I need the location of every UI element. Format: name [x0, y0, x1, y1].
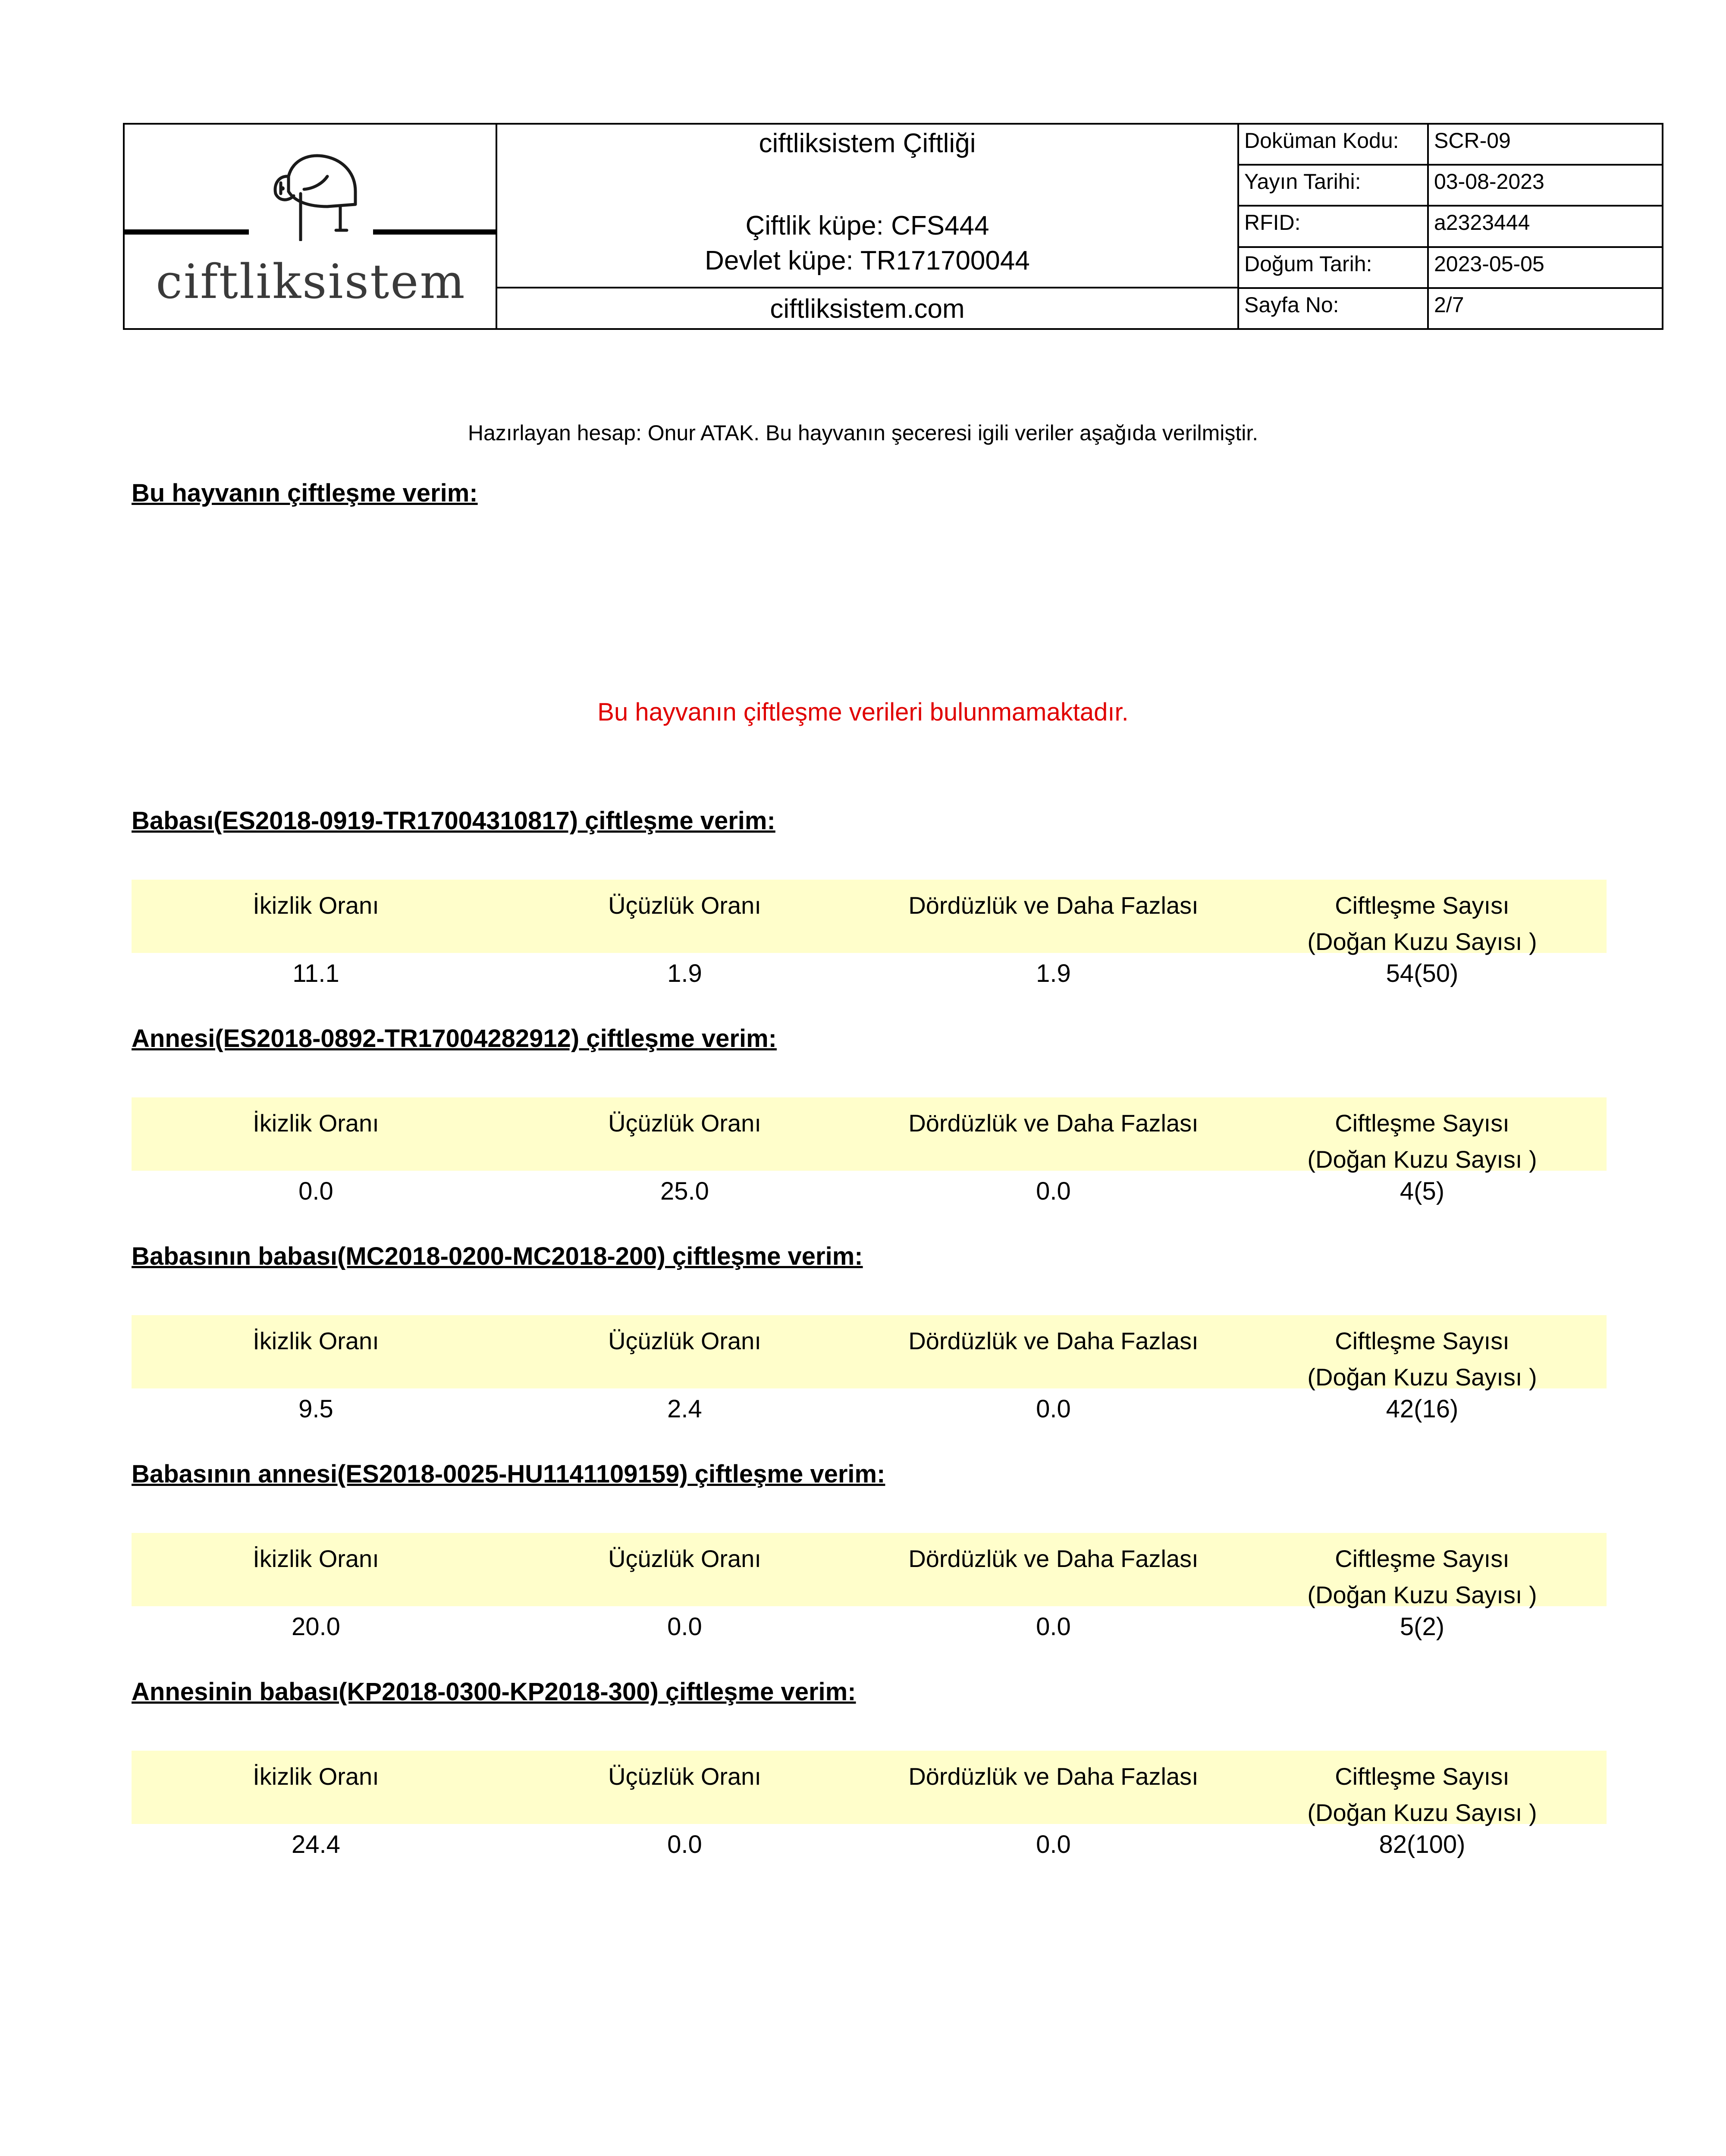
col-twin-rate: İkizlik Oranı	[253, 1109, 379, 1137]
col-quad-rate: Dördüzlük ve Daha Fazlası	[908, 1109, 1199, 1137]
col-matings	[1238, 1097, 1607, 1171]
matings-value: 42(16)	[1386, 1395, 1459, 1423]
col-triplet-rate: Üçüzlük Oranı	[608, 892, 761, 919]
col-twin-rate: İkizlik Oranı	[253, 1327, 379, 1354]
triplet-rate-value: 25.0	[660, 1177, 709, 1205]
col-matings-line2: (Doğan Kuzu Sayısı )	[1307, 1581, 1537, 1608]
section-heading-dam: Annesi(ES2018-0892-TR17004282912) çiftleşme verim:	[132, 1025, 777, 1053]
col-matings	[1238, 1533, 1607, 1606]
triplet-rate-value: 2.4	[667, 1395, 702, 1423]
meta-row-document-code	[1239, 125, 1662, 166]
col-quad-rate: Dördüzlük ve Daha Fazlası	[908, 1763, 1199, 1790]
meta-label: Yayın Tarihi:	[1239, 166, 1429, 205]
stats-value-row	[132, 953, 1607, 994]
col-quad-rate: Dördüzlük ve Daha Fazlası	[908, 1545, 1199, 1572]
triplet-rate-value: 0.0	[667, 1830, 702, 1858]
stats-table-paternal-granddam	[132, 1533, 1607, 1647]
twin-rate-value: 24.4	[292, 1830, 340, 1858]
col-matings-line2: (Doğan Kuzu Sayısı )	[1307, 928, 1537, 955]
stats-value-row	[132, 1606, 1607, 1647]
quad-rate-value: 0.0	[1036, 1395, 1071, 1423]
matings-value: 54(50)	[1386, 959, 1459, 987]
stats-header-row	[132, 1097, 1607, 1171]
meta-label: Doküman Kodu:	[1239, 125, 1429, 164]
stats-table-dam	[132, 1097, 1607, 1212]
section-heading-paternal-granddam: Babasının annesi(ES2018-0025-HU1141109159) çiftleşme verim:	[132, 1460, 885, 1488]
stats-value-row	[132, 1824, 1607, 1865]
twin-rate-value: 20.0	[292, 1613, 340, 1641]
logo-rule-right	[373, 229, 497, 235]
stats-table-paternal-grandsire	[132, 1315, 1607, 1429]
triplet-rate-value: 1.9	[667, 959, 702, 987]
meta-value: SCR-09	[1434, 128, 1511, 153]
col-matings-line1: Ciftleşme Sayısı	[1335, 1109, 1509, 1137]
meta-label: RFID:	[1239, 207, 1429, 246]
col-quad-rate: Dördüzlük ve Daha Fazlası	[908, 1327, 1199, 1354]
logo	[125, 125, 497, 328]
col-matings	[1238, 1315, 1607, 1391]
section-heading-paternal-grandsire: Babasının babası(MC2018-0200-MC2018-200) çiftleşme verim:	[132, 1242, 863, 1270]
meta-row-rfid	[1239, 207, 1662, 248]
stats-header-row	[132, 880, 1607, 953]
col-triplet-rate: Üçüzlük Oranı	[608, 1109, 761, 1137]
stats-table-sire	[132, 880, 1607, 994]
col-matings-line1: Ciftleşme Sayısı	[1335, 1327, 1509, 1354]
col-triplet-rate: Üçüzlük Oranı	[608, 1327, 761, 1354]
meta-label: Sayfa No:	[1239, 289, 1429, 328]
col-matings-line1: Ciftleşme Sayısı	[1335, 1545, 1509, 1572]
farm-tag: Çiftlik küpe: CFS444	[745, 211, 989, 241]
stats-header-row	[132, 1533, 1607, 1606]
quad-rate-value: 0.0	[1036, 1177, 1071, 1205]
matings-value: 5(2)	[1400, 1613, 1445, 1641]
document-meta-table	[1239, 125, 1662, 328]
logo-rule-left	[125, 229, 249, 235]
matings-value: 82(100)	[1379, 1830, 1466, 1858]
col-matings-line1: Ciftleşme Sayısı	[1335, 892, 1509, 919]
state-tag: Devlet küpe: TR171700044	[705, 246, 1030, 276]
col-twin-rate: İkizlik Oranı	[253, 1545, 379, 1572]
col-matings-line2: (Doğan Kuzu Sayısı )	[1307, 1146, 1537, 1173]
quad-rate-value: 1.9	[1036, 959, 1071, 987]
col-matings	[1238, 1751, 1607, 1824]
col-quad-rate: Dördüzlük ve Daha Fazlası	[908, 892, 1199, 919]
meta-row-birth-date	[1239, 248, 1662, 289]
col-twin-rate: İkizlik Oranı	[253, 1763, 379, 1790]
meta-label: Doğum Tarih:	[1239, 248, 1429, 287]
col-matings	[1238, 880, 1607, 953]
col-matings-line2: (Doğan Kuzu Sayısı )	[1307, 1799, 1537, 1826]
twin-rate-value: 11.1	[292, 959, 339, 987]
prepared-by-note: Hazırlayan hesap: Onur ATAK. Bu hayvanın şeceresi igili veriler aşağıda verilmiştir.	[468, 421, 1258, 445]
stats-header-row	[132, 1751, 1607, 1824]
triplet-rate-value: 0.0	[667, 1613, 702, 1641]
col-twin-rate: İkizlik Oranı	[253, 892, 379, 919]
meta-row-page-number	[1239, 289, 1662, 328]
col-matings-line2: (Doğan Kuzu Sayısı )	[1307, 1363, 1537, 1391]
title-block	[497, 125, 1239, 328]
matings-value: 4(5)	[1400, 1177, 1445, 1205]
no-data-message: Bu hayvanın çiftleşme verileri bulunmamaktadır.	[597, 698, 1129, 726]
website-link[interactable]: ciftliksistem.com	[497, 287, 1237, 328]
farm-name: ciftliksistem Çiftliği	[759, 128, 976, 158]
quad-rate-value: 0.0	[1036, 1830, 1071, 1858]
logo-wordmark: ciftliksistem	[156, 254, 466, 309]
twin-rate-value: 0.0	[298, 1177, 333, 1205]
section-heading-sire: Babası(ES2018-0919-TR17004310817) çiftleşme verim:	[132, 807, 775, 835]
stats-header-row	[132, 1315, 1607, 1391]
col-triplet-rate: Üçüzlük Oranı	[608, 1545, 761, 1572]
meta-row-publish-date	[1239, 166, 1662, 207]
meta-value: a2323444	[1434, 210, 1530, 235]
quad-rate-value: 0.0	[1036, 1613, 1071, 1641]
stats-table-maternal-grandsire	[132, 1751, 1607, 1865]
col-matings-line1: Ciftleşme Sayısı	[1335, 1763, 1509, 1790]
twin-rate-value: 9.5	[298, 1395, 333, 1423]
meta-value: 03-08-2023	[1434, 169, 1544, 194]
self-section-heading: Bu hayvanın çiftleşme verim:	[132, 479, 478, 507]
stats-value-row	[132, 1171, 1607, 1212]
meta-value: 2/7	[1434, 292, 1464, 317]
document-header	[123, 123, 1663, 330]
sheep-logo-icon	[263, 142, 366, 241]
stats-value-row	[132, 1388, 1607, 1429]
section-heading-maternal-grandsire: Annesinin babası(KP2018-0300-KP2018-300) çiftleşme verim:	[132, 1678, 856, 1706]
meta-value: 2023-05-05	[1434, 251, 1544, 276]
col-triplet-rate: Üçüzlük Oranı	[608, 1763, 761, 1790]
